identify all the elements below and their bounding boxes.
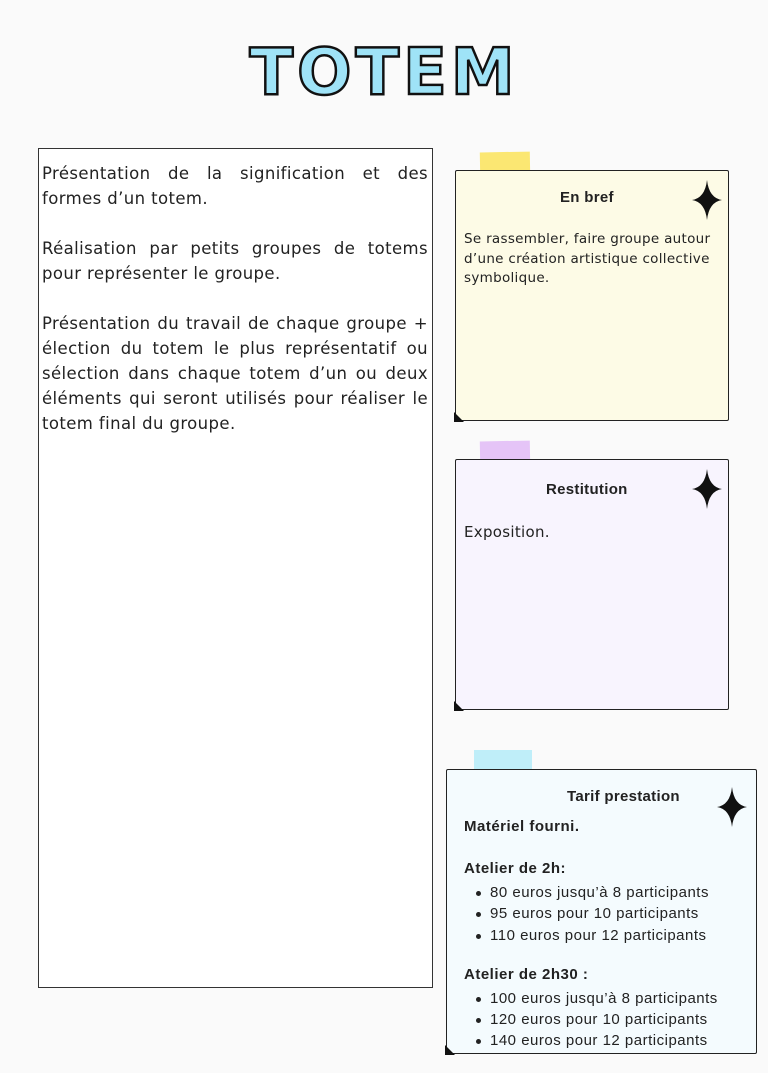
sparkle-icon	[717, 787, 747, 827]
atelier-2h30-list	[474, 988, 718, 1052]
note-en-bref-text: Se rassembler, faire groupe autour d’une création artistique collective symbolique.	[464, 231, 711, 286]
corner-fold	[454, 412, 464, 422]
tarif-body	[464, 818, 718, 1052]
page-title: TOTEM	[249, 36, 519, 110]
materiel-fourni: Matériel fourni.	[464, 818, 580, 835]
list-item: 110 euros pour 12 participants	[474, 925, 718, 946]
sparkle-icon	[692, 180, 722, 220]
list-item: 80 euros jusqu’à 8 participants	[474, 882, 718, 903]
note-restitution-text: Exposition.	[464, 523, 550, 541]
note-en-bref-title: En bref	[560, 189, 614, 206]
note-restitution-title: Restitution	[546, 481, 628, 498]
list-item: 95 euros pour 10 participants	[474, 903, 718, 924]
note-restitution	[455, 459, 729, 710]
note-tarif	[446, 769, 757, 1054]
list-item: 140 euros pour 12 participants	[474, 1030, 718, 1051]
note-en-bref	[455, 170, 729, 421]
list-item: 120 euros pour 10 participants	[474, 1009, 718, 1030]
atelier-2h-list	[474, 882, 718, 946]
paragraph-signification: Présentation de la signification et des formes d’un totem.	[42, 164, 428, 208]
list-item: 100 euros jusqu’à 8 participants	[474, 988, 718, 1009]
paragraph-presentation: Présentation du travail de chaque groupe + élection du totem le plus représentatif ou sélection dans chaque totem d’un ou deux éléments qui seront utilisés pour réaliser le totem final du groupe.	[42, 314, 428, 433]
atelier-2h30-heading: Atelier de 2h30 :	[464, 965, 589, 983]
description-box	[38, 148, 433, 988]
atelier-2h-heading: Atelier de 2h:	[464, 860, 567, 877]
paragraph-realisation: Réalisation par petits groupes de totems pour représenter le groupe.	[42, 239, 428, 283]
corner-fold	[445, 1045, 455, 1055]
corner-fold	[454, 701, 464, 711]
sparkle-icon	[692, 469, 722, 509]
note-tarif-title: Tarif prestation	[567, 788, 680, 805]
